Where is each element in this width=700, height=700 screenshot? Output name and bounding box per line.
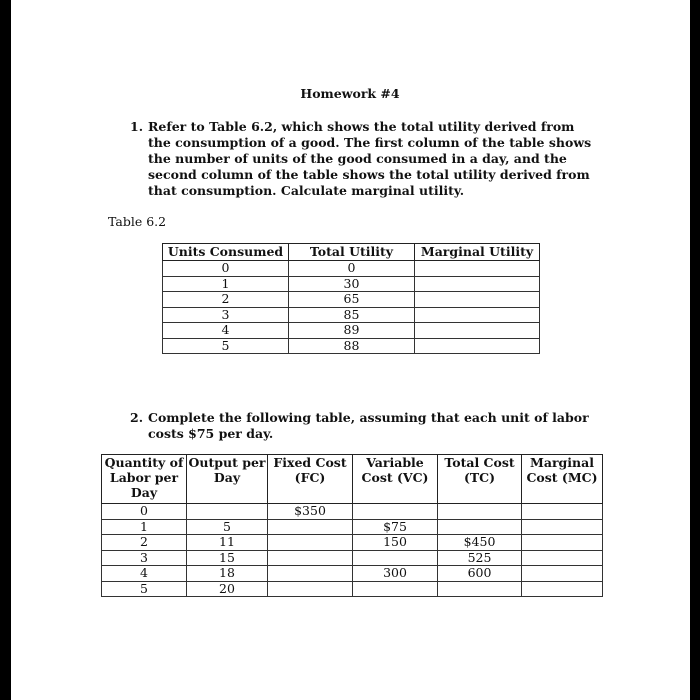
table-cell: 11 [187, 535, 268, 551]
table-cell[interactable] [522, 566, 603, 582]
question-1-text: Refer to Table 6.2, which shows the total utility derived from the consumption of a good. The first column of the table shows the number of units of the good consumed in a day, and the second column of the table shows the total utility derived from that consumption. Calculate marginal utility. [148, 119, 592, 198]
table-cell[interactable] [415, 292, 540, 308]
column-header: Total Cost (TC) [438, 455, 522, 504]
table-cell[interactable] [353, 581, 438, 597]
table-cell[interactable] [438, 504, 522, 520]
table-cell[interactable] [268, 581, 353, 597]
table-cell: 2 [102, 535, 187, 551]
table-cell: 85 [289, 307, 415, 323]
table-cell: 15 [187, 550, 268, 566]
table-cell[interactable] [187, 504, 268, 520]
table-cell[interactable] [353, 550, 438, 566]
table-cell: 89 [289, 323, 415, 339]
table-cell[interactable] [415, 261, 540, 277]
table-cell: 5 [163, 338, 289, 354]
table-header-row [102, 455, 603, 504]
table-cell: 3 [102, 550, 187, 566]
table-cell[interactable] [438, 581, 522, 597]
table-cell: 0 [163, 261, 289, 277]
table-row [163, 292, 540, 308]
page-title: Homework #4 [300, 86, 400, 101]
table-cell[interactable] [268, 535, 353, 551]
table-cell: $350 [268, 504, 353, 520]
column-header: Total Utility [289, 244, 415, 261]
table-row [163, 338, 540, 354]
table-cell[interactable] [415, 276, 540, 292]
table-cell[interactable] [522, 535, 603, 551]
table-cell: 65 [289, 292, 415, 308]
table-row [102, 504, 603, 520]
table-cell: 5 [102, 581, 187, 597]
table-row [102, 535, 603, 551]
column-header: Output per Day [187, 455, 268, 504]
table-cell[interactable] [415, 338, 540, 354]
table-cell[interactable] [268, 550, 353, 566]
table-cell[interactable] [415, 323, 540, 339]
cost-table [101, 454, 603, 597]
table-cell[interactable] [522, 519, 603, 535]
table-cell: 3 [163, 307, 289, 323]
table-cell: 18 [187, 566, 268, 582]
column-header: Quantity of Labor per Day [102, 455, 187, 504]
table-cell[interactable] [522, 581, 603, 597]
right-border-bar [690, 0, 700, 700]
table-cell: 5 [187, 519, 268, 535]
column-header: Marginal Utility [415, 244, 540, 261]
table-cell: 0 [102, 504, 187, 520]
table-cell[interactable] [522, 550, 603, 566]
table-cell[interactable] [438, 519, 522, 535]
table-row [163, 323, 540, 339]
table-header-row [163, 244, 540, 261]
table-cell: 4 [163, 323, 289, 339]
question-2-text: Complete the following table, assuming that each unit of labor costs $75 per day. [148, 410, 589, 441]
column-header: Marginal Cost (MC) [522, 455, 603, 504]
table-cell: 20 [187, 581, 268, 597]
table-cell: 30 [289, 276, 415, 292]
table-row [102, 566, 603, 582]
table-cell: $75 [353, 519, 438, 535]
question-1-number: 1. [130, 119, 144, 134]
question-1 [130, 119, 598, 199]
table-cell: 600 [438, 566, 522, 582]
left-border-bar [0, 0, 11, 700]
table-6-2-label: Table 6.2 [108, 214, 167, 229]
table-row [102, 581, 603, 597]
table-cell: 1 [102, 519, 187, 535]
utility-table [162, 243, 540, 354]
table-cell: 1 [163, 276, 289, 292]
table-cell: 88 [289, 338, 415, 354]
column-header: Variable Cost (VC) [353, 455, 438, 504]
table-row [102, 550, 603, 566]
table-cell: 150 [353, 535, 438, 551]
column-header: Units Consumed [163, 244, 289, 261]
table-row [163, 276, 540, 292]
table-cell[interactable] [268, 566, 353, 582]
table-cell[interactable] [268, 519, 353, 535]
question-2 [130, 410, 598, 442]
table-row [102, 519, 603, 535]
table-row [163, 307, 540, 323]
table-cell[interactable] [415, 307, 540, 323]
table-cell: $450 [438, 535, 522, 551]
table-cell: 4 [102, 566, 187, 582]
table-row [163, 261, 540, 277]
table-cell: 300 [353, 566, 438, 582]
column-header: Fixed Cost (FC) [268, 455, 353, 504]
table-cell[interactable] [353, 504, 438, 520]
table-cell: 2 [163, 292, 289, 308]
table-cell: 0 [289, 261, 415, 277]
table-cell[interactable] [522, 504, 603, 520]
question-2-number: 2. [130, 410, 144, 425]
table-cell: 525 [438, 550, 522, 566]
